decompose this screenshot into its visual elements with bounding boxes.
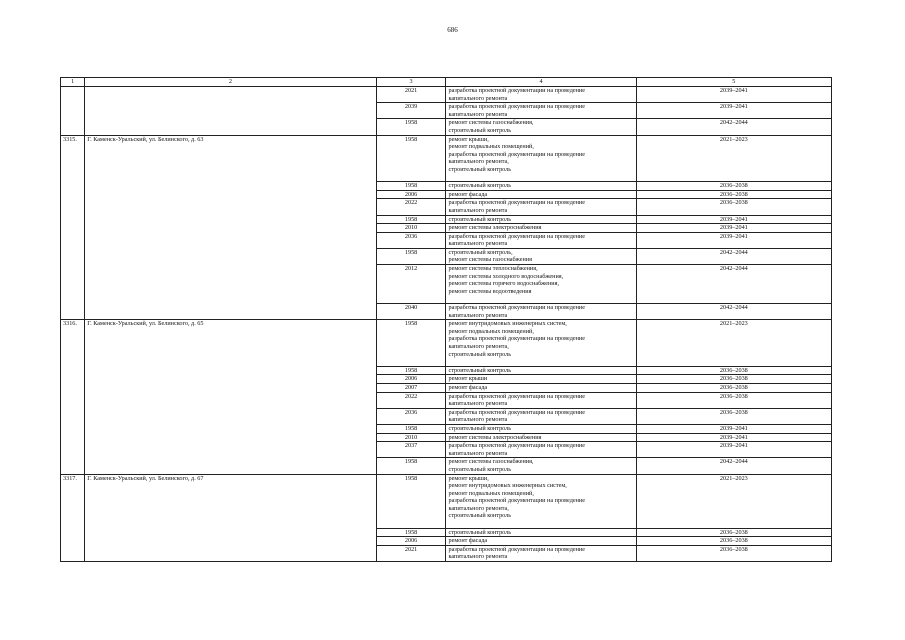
object-number: 3317. bbox=[61, 474, 85, 562]
work-line: ремонт системы электроснабжения bbox=[448, 433, 542, 441]
table-row bbox=[61, 135, 832, 182]
works-cell bbox=[446, 248, 636, 264]
work-line bbox=[448, 174, 633, 182]
table-row bbox=[61, 320, 832, 367]
period-cell: 2036–2038 bbox=[636, 366, 831, 375]
period-cell: 2042–2044 bbox=[636, 304, 831, 320]
works-cell bbox=[446, 528, 636, 537]
work-line: ремонт системы газоснабжения, bbox=[448, 458, 534, 466]
work-line: строительный контроль bbox=[448, 350, 512, 358]
year-cell: 1958 bbox=[376, 424, 446, 433]
year-cell: 1958 bbox=[376, 320, 446, 367]
period-cell: 2042–2044 bbox=[636, 119, 831, 135]
period-cell: 2036–2038 bbox=[636, 375, 831, 384]
work-line: строительный контроль bbox=[448, 465, 512, 473]
work-line: ремонт крыши, bbox=[448, 474, 489, 482]
work-line: строительный контроль, bbox=[448, 248, 513, 256]
works-cell bbox=[446, 265, 636, 304]
works-cell bbox=[446, 537, 636, 546]
work-line: строительный контроль bbox=[448, 215, 512, 223]
object-number: 3315. bbox=[61, 135, 85, 320]
works-cell bbox=[446, 135, 636, 182]
year-cell: 2036 bbox=[376, 232, 446, 248]
works-cell bbox=[446, 87, 636, 103]
year-cell: 2007 bbox=[376, 383, 446, 392]
period-cell: 2036–2038 bbox=[636, 528, 831, 537]
year-cell: 2021 bbox=[376, 87, 446, 103]
work-line: строительный контроль bbox=[448, 165, 512, 173]
year-cell: 1958 bbox=[376, 135, 446, 182]
work-line: капитального ремонта, bbox=[448, 158, 509, 166]
period-cell: 2036–2038 bbox=[636, 408, 831, 424]
period-cell: 2036–2038 bbox=[636, 190, 831, 199]
works-cell bbox=[446, 304, 636, 320]
period-cell: 2039–2041 bbox=[636, 232, 831, 248]
page-number: 686 bbox=[447, 26, 458, 34]
work-line: ремонт системы газоснабжения, bbox=[448, 119, 534, 127]
work-line: строительный контроль bbox=[448, 424, 512, 432]
table-row bbox=[61, 87, 832, 103]
work-line: капитального ремонта bbox=[448, 94, 508, 102]
work-line bbox=[448, 358, 633, 366]
works-cell bbox=[446, 545, 636, 561]
work-line: разработка проектной документации на проведение bbox=[448, 335, 585, 343]
works-cell bbox=[446, 408, 636, 424]
year-cell: 1958 bbox=[376, 528, 446, 537]
year-cell: 2006 bbox=[376, 190, 446, 199]
work-line: ремонт фасада bbox=[448, 190, 488, 198]
work-line: разработка проектной документации на проведение bbox=[448, 150, 585, 158]
period-cell: 2039–2041 bbox=[636, 103, 831, 119]
year-cell: 1958 bbox=[376, 366, 446, 375]
period-cell: 2039–2041 bbox=[636, 215, 831, 224]
work-line: строительный контроль bbox=[448, 512, 512, 520]
period-cell: 2039–2041 bbox=[636, 433, 831, 442]
works-cell bbox=[446, 375, 636, 384]
work-line: ремонт крыши, bbox=[448, 135, 489, 143]
year-cell: 1958 bbox=[376, 215, 446, 224]
work-line: ремонт системы электроснабжения bbox=[448, 224, 542, 232]
year-cell: 2006 bbox=[376, 375, 446, 384]
period-cell: 2036–2038 bbox=[636, 182, 831, 191]
year-cell: 2022 bbox=[376, 392, 446, 408]
work-line bbox=[448, 520, 633, 528]
year-cell: 1958 bbox=[376, 248, 446, 264]
work-line: ремонт системы водоотведения bbox=[448, 287, 532, 295]
column-header-works: 4 bbox=[446, 78, 636, 87]
works-cell bbox=[446, 320, 636, 367]
work-line: капитального ремонта bbox=[448, 416, 508, 424]
work-line: строительный контроль bbox=[448, 528, 512, 536]
object-address: Г. Каменск-Уральский, ул. Белинского, д. 63 bbox=[85, 135, 376, 320]
work-line: разработка проектной документации на проведение bbox=[448, 232, 585, 240]
period-cell: 2042–2044 bbox=[636, 248, 831, 264]
period-cell: 2039–2041 bbox=[636, 442, 831, 458]
work-line: ремонт подвальных помещений, bbox=[448, 489, 534, 497]
object-address: Г. Каменск-Уральский, ул. Белинского, д. 67 bbox=[85, 474, 376, 562]
year-cell: 1958 bbox=[376, 474, 446, 528]
work-line: разработка проектной документации на проведение bbox=[448, 545, 585, 553]
works-cell bbox=[446, 433, 636, 442]
work-line: разработка проектной документации на проведение bbox=[448, 392, 585, 400]
year-cell: 2037 bbox=[376, 442, 446, 458]
work-line: ремонт системы газоснабжения bbox=[448, 256, 532, 264]
work-line bbox=[448, 295, 633, 303]
work-line: строительный контроль bbox=[448, 366, 512, 374]
works-cell bbox=[446, 199, 636, 215]
work-line: ремонт подвальных помещений, bbox=[448, 143, 534, 151]
work-line: ремонт внутридомовых инженерных систем, bbox=[448, 320, 567, 328]
work-line: разработка проектной документации на проведение bbox=[448, 442, 585, 450]
work-line: ремонт системы горячего водоснабжения, bbox=[448, 280, 560, 288]
works-cell bbox=[446, 442, 636, 458]
works-cell bbox=[446, 383, 636, 392]
work-line: разработка проектной документации на проведение bbox=[448, 103, 585, 111]
capital-repair-table bbox=[60, 77, 832, 562]
work-line: строительный контроль bbox=[448, 126, 512, 134]
period-cell: 2036–2038 bbox=[636, 383, 831, 392]
period-cell: 2021–2023 bbox=[636, 474, 831, 528]
year-cell: 1958 bbox=[376, 119, 446, 135]
work-line: капитального ремонта bbox=[448, 449, 508, 457]
year-cell: 2040 bbox=[376, 304, 446, 320]
work-line: ремонт подвальных помещений, bbox=[448, 327, 534, 335]
works-cell bbox=[446, 474, 636, 528]
work-line: капитального ремонта bbox=[448, 400, 508, 408]
period-cell: 2036–2038 bbox=[636, 537, 831, 546]
period-cell: 2021–2023 bbox=[636, 320, 831, 367]
object-number: 3316. bbox=[61, 320, 85, 474]
work-line: капитального ремонта, bbox=[448, 343, 509, 350]
year-cell: 2012 bbox=[376, 265, 446, 304]
object-address: Г. Каменск-Уральский, ул. Белинского, д. 65 bbox=[85, 320, 376, 474]
works-cell bbox=[446, 190, 636, 199]
work-line: разработка проектной документации на проведение bbox=[448, 408, 585, 416]
year-cell: 2006 bbox=[376, 537, 446, 546]
object-number bbox=[61, 87, 85, 136]
work-line: капитального ремонта bbox=[448, 240, 508, 248]
works-cell bbox=[446, 103, 636, 119]
work-line: ремонт фасада bbox=[448, 383, 488, 391]
work-line: капитального ремонта, bbox=[448, 504, 509, 512]
work-line: разработка проектной документации на проведение bbox=[448, 304, 585, 312]
period-cell: 2036–2038 bbox=[636, 545, 831, 561]
year-cell: 2021 bbox=[376, 545, 446, 561]
column-header-period: 5 bbox=[636, 78, 831, 87]
year-cell: 2036 bbox=[376, 408, 446, 424]
work-line: разработка проектной документации на проведение bbox=[448, 199, 585, 207]
period-cell: 2042–2044 bbox=[636, 458, 831, 474]
work-line: ремонт фасада bbox=[448, 537, 488, 545]
table-header-row bbox=[61, 78, 832, 87]
year-cell: 2039 bbox=[376, 103, 446, 119]
work-line: ремонт системы теплоснабжения, bbox=[448, 265, 538, 273]
period-cell: 2036–2038 bbox=[636, 199, 831, 215]
column-header-address: 2 bbox=[85, 78, 376, 87]
work-line: ремонт крыши bbox=[448, 375, 488, 383]
year-cell: 1958 bbox=[376, 182, 446, 191]
works-cell bbox=[446, 366, 636, 375]
works-cell bbox=[446, 119, 636, 135]
works-cell bbox=[446, 215, 636, 224]
object-address bbox=[85, 87, 376, 136]
work-line: разработка проектной документации на проведение bbox=[448, 87, 585, 94]
work-line: ремонт системы холодного водоснабжения, bbox=[448, 272, 564, 280]
works-cell bbox=[446, 182, 636, 191]
period-cell: 2039–2041 bbox=[636, 87, 831, 103]
column-header-year: 3 bbox=[376, 78, 446, 87]
work-line: разработка проектной документации на проведение bbox=[448, 497, 585, 505]
year-cell: 1958 bbox=[376, 458, 446, 474]
works-cell bbox=[446, 458, 636, 474]
period-cell: 2039–2041 bbox=[636, 224, 831, 233]
period-cell: 2039–2041 bbox=[636, 424, 831, 433]
work-line: капитального ремонта bbox=[448, 311, 508, 319]
year-cell: 2010 bbox=[376, 433, 446, 442]
work-line: строительный контроль bbox=[448, 182, 512, 190]
works-cell bbox=[446, 224, 636, 233]
table-row bbox=[61, 474, 832, 528]
work-line: ремонт внутридомовых инженерных систем, bbox=[448, 482, 567, 490]
work-line: капитального ремонта bbox=[448, 206, 508, 214]
table-body bbox=[61, 87, 832, 562]
period-cell: 2021–2023 bbox=[636, 135, 831, 182]
work-line: капитального ремонта bbox=[448, 553, 508, 561]
works-cell bbox=[446, 232, 636, 248]
works-cell bbox=[446, 424, 636, 433]
year-cell: 2010 bbox=[376, 224, 446, 233]
column-header-number: 1 bbox=[61, 78, 85, 87]
period-cell: 2036–2038 bbox=[636, 392, 831, 408]
work-line: капитального ремонта bbox=[448, 110, 508, 118]
year-cell: 2022 bbox=[376, 199, 446, 215]
period-cell: 2042–2044 bbox=[636, 265, 831, 304]
works-cell bbox=[446, 392, 636, 408]
